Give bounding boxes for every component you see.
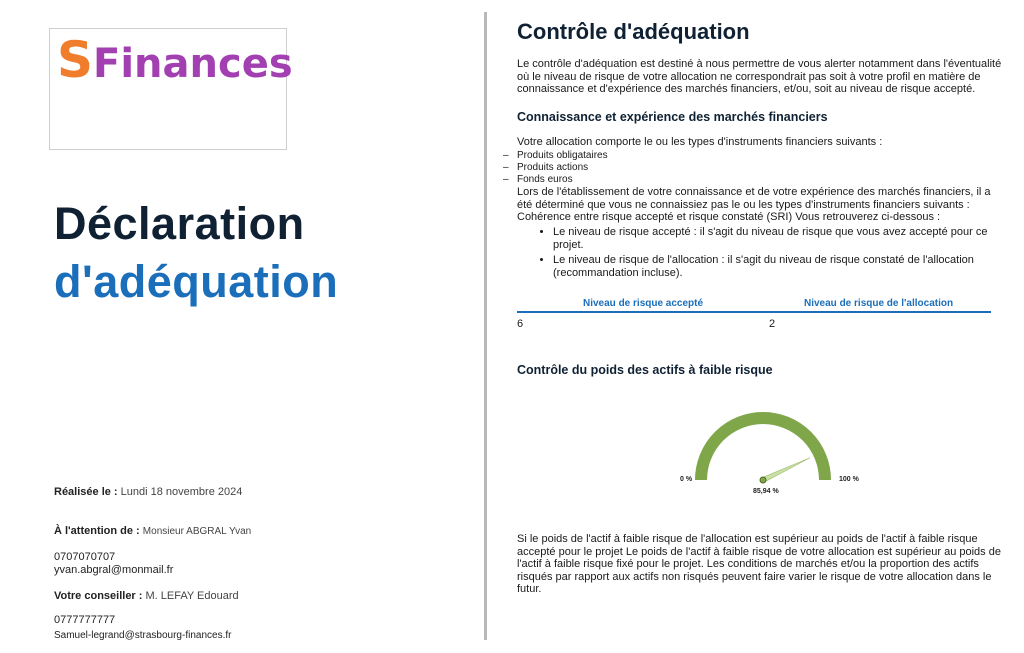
conclusion-paragraph: Si le poids de l'actif à faible risque de l'allocation est supérieur au poids de l'actif à faible risque accepté pour le projet Le poids de l'actif à faible risque de votre allocation est supérieur au poids de l'actif à faible risque fixé pour le projet. Les conditions de marchés et/ou la proportion des actifs risqués par rapport aux actifs non risqués peuvent faire varier le risque de votre allocation dans le futur. bbox=[517, 533, 1001, 596]
gauge-max-label: 100 % bbox=[839, 476, 859, 483]
advisor-phone: 0777777777 bbox=[54, 614, 116, 626]
allocation-intro: Votre allocation comporte le ou les types d'instruments financiers suivants : bbox=[517, 136, 883, 148]
date-line: Réalisée le : Lundi 18 novembre 2024 bbox=[54, 486, 243, 498]
attention-line: À l'attention de : Monsieur ABGRAL Yvan bbox=[54, 525, 252, 537]
gauge-fill bbox=[701, 418, 825, 480]
table-cell-allocation: 2 bbox=[769, 318, 776, 330]
logo-box bbox=[49, 28, 293, 150]
gauge-hub bbox=[760, 477, 766, 483]
cover-title-line1: Déclaration bbox=[54, 198, 305, 249]
cover-page bbox=[0, 0, 484, 653]
instrument-item: – Produits obligataires bbox=[503, 150, 608, 161]
bullet-item: • Le niveau de risque accepté : il s'agit du niveau de risque que vous avez accepté pour ce projet. bbox=[553, 226, 1021, 251]
gauge-value-label: 85,94 % bbox=[753, 488, 779, 495]
subtitle-knowledge: Connaissance et expérience des marchés financiers bbox=[517, 110, 828, 124]
client-phone: 0707070707 bbox=[54, 551, 116, 563]
table-cell-accepted: 6 bbox=[517, 318, 524, 330]
advisor-line: Votre conseiller : M. LEFAY Edouard bbox=[54, 590, 239, 602]
advisor-email: Samuel-legrand@strasbourg-finances.fr bbox=[54, 630, 232, 641]
bullet-item: • Le niveau de risque de l'allocation : il s'agit du niveau de risque constaté de l'allocation (recommandation incluse). bbox=[553, 254, 1021, 279]
low-risk-gauge bbox=[663, 400, 863, 500]
section-title: Contrôle d'adéquation bbox=[517, 19, 750, 44]
cover-title-line2: d'adéquation bbox=[54, 256, 339, 307]
gauge-min-label: 0 % bbox=[680, 476, 693, 483]
company-logo: SFinances bbox=[57, 31, 293, 89]
instrument-item: – Produits actions bbox=[503, 162, 589, 173]
knowledge-paragraph: Lors de l'établissement de votre connaissance et de votre expérience des marchés financiers, il a été déterminé que vous ne connaissiez pas le ou les types d'instruments financiers suivants : Cohérence entre risque accepté et risque constaté (SRI) Vous retrouverez ci-dessous : bbox=[517, 186, 991, 224]
instrument-item: – Fonds euros bbox=[503, 174, 573, 185]
subtitle-low-risk: Contrôle du poids des actifs à faible risque bbox=[517, 363, 773, 377]
gauge-needle bbox=[762, 458, 810, 482]
risk-bullets bbox=[533, 226, 1021, 282]
gauge-track bbox=[701, 418, 825, 480]
table-header-allocation: Niveau de risque de l'allocation bbox=[804, 298, 954, 309]
client-email: yvan.abgral@monmail.fr bbox=[54, 564, 174, 576]
table-header-accepted: Niveau de risque accepté bbox=[583, 298, 704, 309]
intro-paragraph: Le contrôle d'adéquation est destiné à nous permettre de vous alerter notamment dans l'éventualité où le niveau de risque de votre allocation ne correspondrait pas soit à votre profil en matière de connaissance et d'expérience des marchés financiers, et/ou, soit au niveau de risque accepté. bbox=[517, 58, 1002, 95]
adequacy-page bbox=[503, 0, 1008, 653]
page-divider bbox=[484, 12, 487, 640]
table-rule bbox=[517, 311, 991, 313]
